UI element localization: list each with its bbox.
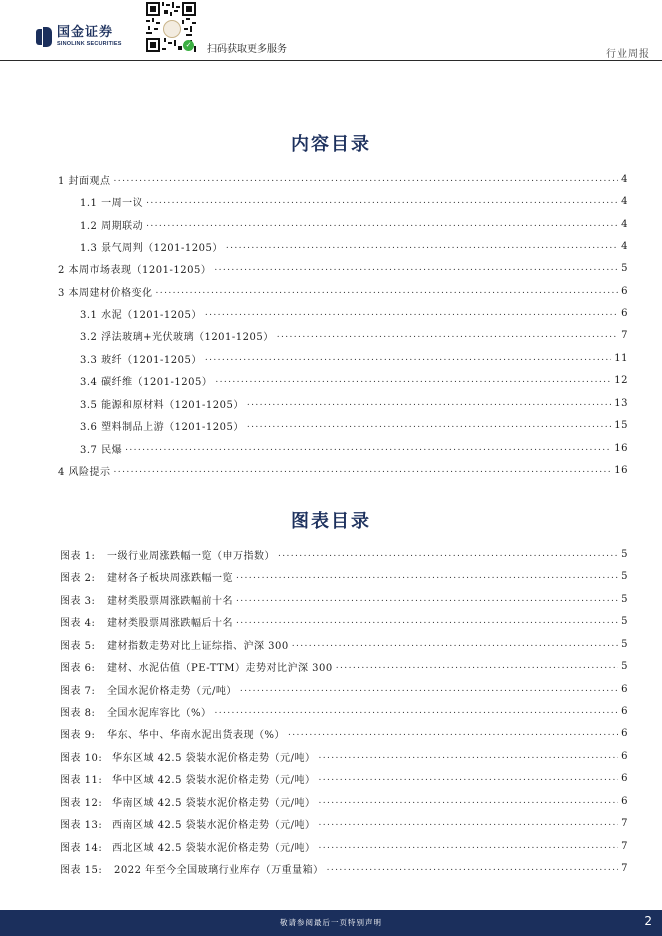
logo-english-name: SINOLINK SECURITIES bbox=[57, 41, 122, 47]
page-header bbox=[0, 0, 662, 62]
toc-entry[interactable]: 3.7 民爆 ..... 16 bbox=[80, 440, 628, 456]
toc-entry[interactable]: 1.1 一周一议 ..... 4 bbox=[80, 193, 628, 209]
toc-entry[interactable]: 2 本周市场表现（1201-1205） ..... 5 bbox=[58, 260, 628, 276]
qr-center-seal-icon bbox=[163, 20, 181, 38]
header-divider bbox=[0, 60, 662, 61]
toc-entry[interactable]: 3.2 浮法玻璃+光伏玻璃（1201-1205） ..... 7 bbox=[80, 327, 628, 343]
logo-chinese-name: 国金证券 bbox=[57, 25, 114, 40]
figure-entry[interactable]: 图表 5: 建材指数走势对比上证综指、沪深 300 ..... 5 bbox=[60, 636, 628, 652]
toc-entry[interactable]: 3.1 水泥（1201-1205） ..... 6 bbox=[80, 305, 628, 321]
sinolink-logo-icon bbox=[36, 27, 52, 47]
figure-entry[interactable]: 图表 1: 一级行业周涨跌幅一览（申万指数） ..... 5 bbox=[60, 546, 628, 562]
figures-toc-title: 图表目录 bbox=[291, 511, 371, 532]
figure-entry[interactable]: 图表 9: 华东、华中、华南水泥出货表现（%） ..... 6 bbox=[60, 725, 628, 741]
figure-entry[interactable]: 图表 6: 建材、水泥估值（PE-TTM）走势对比沪深 300 ..... 5 bbox=[60, 658, 628, 674]
figure-entry[interactable]: 图表 12: 华南区域 42.5 袋装水泥价格走势（元/吨） ..... 6 bbox=[60, 793, 628, 809]
figure-entry[interactable]: 图表 3: 建材类股票周涨跌幅前十名 ..... 5 bbox=[60, 591, 628, 607]
page-number: 2 bbox=[644, 914, 652, 928]
figure-entry[interactable]: 图表 2: 建材各子板块周涨跌幅一览 ..... 5 bbox=[60, 568, 628, 584]
page-footer bbox=[0, 910, 662, 936]
toc-title: 内容目录 bbox=[291, 134, 371, 155]
toc-entry[interactable]: 3.4 碳纤维（1201-1205） ..... 12 bbox=[80, 372, 628, 388]
footer-disclaimer: 敬请参阅最后一页特别声明 bbox=[280, 918, 382, 927]
toc-entry[interactable]: 3.5 能源和原材料（1201-1205） ..... 13 bbox=[80, 395, 628, 411]
figure-entry[interactable]: 图表 13: 西南区域 42.5 袋装水泥价格走势（元/吨） ..... 7 bbox=[60, 815, 628, 831]
qr-caption: 扫码获取更多服务 bbox=[207, 44, 287, 55]
toc-entry[interactable]: 3.3 玻纤（1201-1205） ..... 11 bbox=[80, 350, 628, 366]
toc-entry[interactable]: 4 风险提示 ..... 16 bbox=[58, 462, 628, 478]
report-category: 行业周报 bbox=[606, 49, 650, 60]
figure-entry[interactable]: 图表 8: 全国水泥库容比（%） ..... 6 bbox=[60, 703, 628, 719]
figure-entry[interactable]: 图表 14: 西北区域 42.5 袋装水泥价格走势（元/吨） ..... 7 bbox=[60, 838, 628, 854]
figure-entry[interactable]: 图表 15: 2022 年至今全国玻璃行业库存（万重量箱） ..... 7 bbox=[60, 860, 628, 876]
figure-entry[interactable]: 图表 4: 建材类股票周涨跌幅后十名 ..... 5 bbox=[60, 613, 628, 629]
wechat-icon: ✓ bbox=[183, 40, 194, 51]
figure-entry[interactable]: 图表 11: 华中区域 42.5 袋装水泥价格走势（元/吨） ..... 6 bbox=[60, 770, 628, 786]
toc-entry[interactable]: 1 封面观点 ..... 4 bbox=[58, 171, 628, 187]
figure-entry[interactable]: 图表 10: 华东区域 42.5 袋装水泥价格走势（元/吨） ..... 6 bbox=[60, 748, 628, 764]
toc-entry[interactable]: 3 本周建材价格变化 ..... 6 bbox=[58, 283, 628, 299]
toc-entry[interactable]: 1.3 景气周判（1201-1205） ..... 4 bbox=[80, 238, 628, 254]
company-logo bbox=[36, 26, 122, 48]
toc-entry[interactable]: 3.6 塑料制品上游（1201-1205） ..... 15 bbox=[80, 417, 628, 433]
toc-entry[interactable]: 1.2 周期联动 ..... 4 bbox=[80, 216, 628, 232]
figure-entry[interactable]: 图表 7: 全国水泥价格走势（元/吨） ..... 6 bbox=[60, 681, 628, 697]
